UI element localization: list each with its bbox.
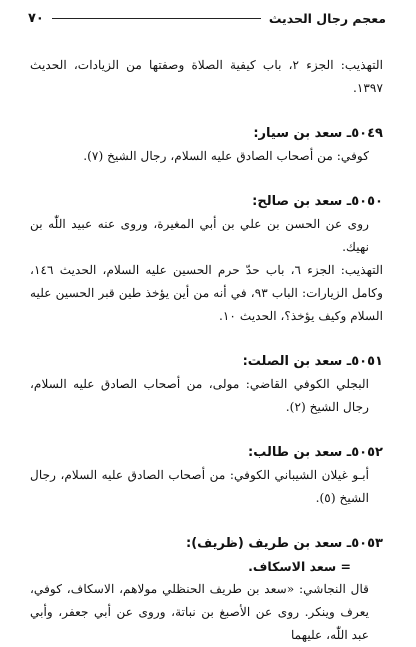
entry-text-5050-a: روى عن الحسن بن علي بن أبي المغيرة، وروى عنه عبيد اللّٰه بن نهيك. bbox=[30, 217, 369, 254]
page-number: ٧٠ bbox=[28, 10, 44, 26]
entry-heading-5050: ٥٠٥٠ـ سعد بن صالح: bbox=[252, 194, 383, 209]
spacer bbox=[30, 328, 383, 350]
entry-heading-5053: ٥٠٥٣ـ سعد بن طريف (ظريف): bbox=[186, 536, 383, 551]
intro-paragraph: التهذيب: الجزء ٢، باب كيفية الصلاة وصفتها من الزيادات، الحديث ١٣٩٧. bbox=[30, 58, 383, 95]
spacer bbox=[30, 100, 383, 122]
running-header bbox=[28, 8, 386, 28]
body-text bbox=[30, 54, 383, 647]
entry-text-5053: قال النجاشي: «سعد بن طريف الحنظلي مولاهم، الاسكاف، كوفي، يعرف وينكر. روى عن الأصبغ بن نباتة، وروى عن أبي جعفر، وأبي عبد اللّٰه، عليهما bbox=[30, 582, 369, 642]
spacer bbox=[30, 168, 383, 190]
entry-text-5051: البجلي الكوفي القاضي: مولى، من أصحاب الصادق عليه السلام، رجال الشيخ (٢). bbox=[30, 377, 369, 414]
entry-text-5052: أبـو غيلان الشيباني الكوفي: من أصحاب الصادق عليه السلام، رجال الشيخ (٥). bbox=[30, 468, 369, 505]
cross-reference: = سعد الاسكاف. bbox=[248, 559, 351, 574]
book-title: معجم رجال الحديث bbox=[268, 10, 386, 26]
entry-text-5050-b: التهذيب: الجزء ٦، باب حدّ حرم الحسين عليه السلام، الحديث ١٤٦، وكامل الزيارات: الباب ٩٣، في أنه من أين يؤخذ طين قبر الحسين عليه السلام وكيف يؤخذ؟، الحديث ١٠. bbox=[30, 263, 383, 323]
entry-heading-5052: ٥٠٥٢ـ سعد بن طالب: bbox=[248, 445, 383, 460]
entry-heading-5051: ٥٠٥١ـ سعد بن الصلت: bbox=[242, 354, 383, 369]
spacer bbox=[30, 419, 383, 441]
spacer bbox=[30, 510, 383, 532]
entry-heading-5049: ٥٠٤٩ـ سعد بن سيار: bbox=[253, 126, 383, 141]
entry-text-5049: كوفي: من أصحاب الصادق عليه السلام، رجال الشيخ (٧). bbox=[83, 149, 369, 163]
header-rule bbox=[52, 18, 261, 19]
